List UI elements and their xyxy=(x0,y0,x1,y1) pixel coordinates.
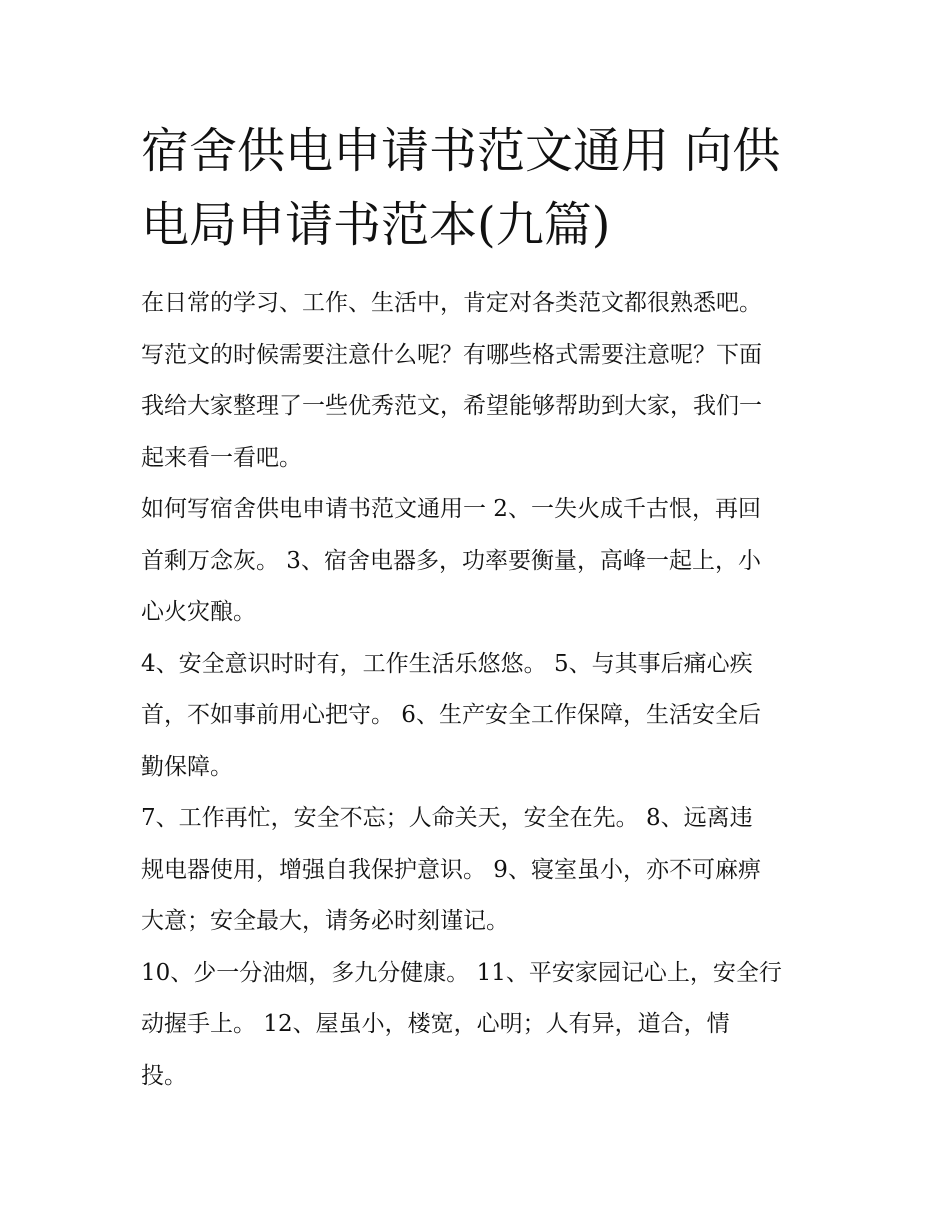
paragraph-slogans-10-12: 10、少一分油烟，多九分健康。 11、平安家园记心上，安全行 动握手上。 12、屋虽小，楼宽，心明；人有异，道合，情 投。 xyxy=(141,959,782,1089)
paragraph-intro: 在日常的学习、工作、生活中，肯定对各类范文都很熟悉吧。 写范文的时候需要注意什么呢？有哪些格式需要注意呢？下面 我给大家整理了一些优秀范文，希望能够帮助到大家，我们一 起来看一看吧。 xyxy=(141,290,762,471)
paragraph-slogans-1-3: 如何写宿舍供电申请书范文通用一 2、一失火成千古恨，再回 首剩万念灰。 3、宿舍电器多，功率要衡量，高峰一起上，小 心火灾酿。 xyxy=(141,496,761,625)
document-body xyxy=(141,278,821,1102)
paragraph-slogans-7-9: 7、工作再忙，安全不忘；人命关天，安全在先。 8、远离违 规电器使用，增强自我保护意识。 9、寝室虽小，亦不可麻痹 大意；安全最大，请务必时刻谨记。 xyxy=(141,805,761,934)
paragraph-slogans-4-6: 4、安全意识时时有，工作生活乐悠悠。 5、与其事后痛心疾 首，不如事前用心把守。 6、生产安全工作保障，生活安全后 勤保障。 xyxy=(141,650,761,780)
document-title: 宿舍供电申请书范文通用 向供 电局申请书范本(九篇) xyxy=(141,123,781,253)
